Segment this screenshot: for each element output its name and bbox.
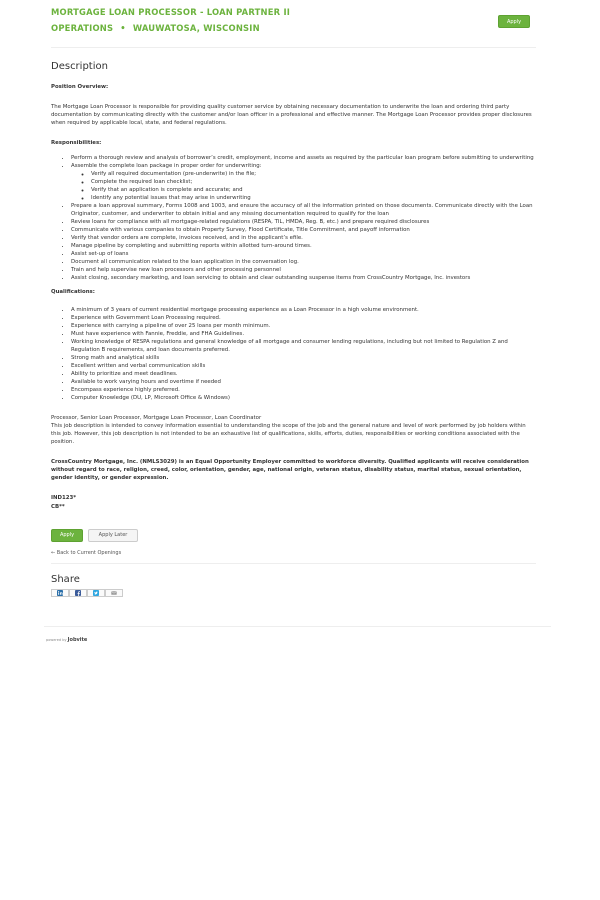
sub-list-item: ◦ Complete the required loan checklist;: [91, 178, 536, 186]
keywords-text: Processor, Senior Loan Processor, Mortgage Loan Processor, Loan Coordinator: [51, 414, 262, 421]
list-item: • Assist closing, secondary marketing, and loan servicing to obtain and clear outstanding suspense items from CrossCountry Mortgage, Inc. investors: [71, 274, 536, 282]
list-item: • Assemble the complete loan package in proper order for underwriting: ◦ Verify all required documentation (pre-underwrite) in the file; ◦ Complete the required loan checklist; ◦ Verify that an application is complete and accurate; and ◦ Identify any potential issues that may arise in underwriting: [71, 162, 536, 202]
share-heading: Share: [51, 574, 80, 586]
sub-list-item: ◦ Identify any potential issues that may arise in underwriting: [91, 194, 536, 202]
list-item: • Communicate with various companies to obtain Property Survey, Flood Certificate, Title Commitment, and payoff information: [71, 226, 536, 234]
list-item: • Perform a thorough review and analysis of borrower’s credit, employment, income and assets as required by the particular loan program before submitting to underwriting: [71, 154, 536, 162]
list-item: • Assist set-up of loans: [71, 250, 536, 258]
back-to-openings-link[interactable]: ← Back to Current Openings: [51, 549, 122, 556]
facebook-icon: [75, 590, 81, 596]
qualifications-list: [51, 306, 536, 402]
list-item: • Strong math and analytical skills: [71, 354, 536, 362]
list-item: • Document all communication related to the loan application in the conversation log.: [71, 258, 536, 266]
job-location: WAUWATOSA, WISCONSIN: [132, 23, 260, 33]
apply-later-button[interactable]: Apply Later: [88, 529, 138, 542]
list-item: • Verify that vendor orders are complete, invoices received, and in the applicant’s efile.: [71, 234, 536, 242]
job-title-line2: OPERATIONS: [51, 23, 114, 33]
disclaimer-text: This job description is intended to convey information essential to understanding the scope of the job and the general nature and level of work performed by job holders within this job. However, this job description is not intended to be an exhaustive list of qualifications, skills, efforts, duties, responsibilities or working conditions associated with the position.: [51, 422, 526, 445]
list-item: • Available to work varying hours and overtime if needed: [71, 378, 536, 386]
twitter-icon: [93, 590, 99, 596]
powered-by: [46, 637, 87, 645]
eeo-statement: CrossCountry Mortgage, Inc. (NMLS3029) is an Equal Opportunity Employer committed to workforce diversity. Qualified applicants will receive consideration without regard to race, religion, creed, color, orientation, gender, age, national origin, veteran status, disability status, marital status, sexual orientation, gender identity, or gender expression.: [51, 459, 529, 482]
overview-text: The Mortgage Loan Processor is responsible for providing quality customer service by obtaining necessary documentation to underwrite the loan and ordering third party documentation by communicating directly with the customer and/or loan officer in a professional and effective manner. The Mortgage Loan Processor provides proper disclosures when required by applicable local, state, and federal regulations.: [51, 104, 532, 127]
powered-by-label: powered by: [46, 638, 67, 642]
share-linkedin-button[interactable]: [51, 589, 69, 597]
sub-list-item: ◦ Verify that an application is complete and accurate; and: [91, 186, 536, 194]
list-item: • A minimum of 3 years of current residential mortgage processing experience as a Loan Processor in a high volume environment.: [71, 306, 536, 314]
overview-label: Position Overview:: [51, 84, 109, 90]
job-code-2: CB**: [51, 503, 65, 510]
list-item: • Working knowledge of RESPA regulations and general knowledge of all mortgage and consumer lending regulations, including but not limited to Regulation Z and Regulation B requirements, and loan documents preferred.: [71, 338, 536, 354]
list-item: • Train and help supervise new loan processors and other processing personnel: [71, 266, 536, 274]
list-item: • Prepare a loan approval summary, Forms 1008 and 1003, and ensure the accuracy of all the information printed on those documents. Communicate directly with the Loan Originator, customer, and underwriter to obtain initial and any missing documentation required to qualify for the loan: [71, 202, 536, 218]
list-item: • Encompass experience highly preferred.: [71, 386, 536, 394]
linkedin-icon: [57, 590, 63, 596]
share-facebook-button[interactable]: [69, 589, 87, 597]
list-item: • Experience with Government Loan Processing required.: [71, 314, 536, 322]
sub-list: [71, 170, 536, 202]
job-title-line1: MORTGAGE LOAN PROCESSOR - LOAN PARTNER II: [51, 7, 291, 17]
list-item: • Manage pipeline by completing and submitting reports within allotted turn-around times.: [71, 242, 536, 250]
list-item: • Must have experience with Fannie, Freddie, and FHA Guidelines.: [71, 330, 536, 338]
list-item: • Experience with carrying a pipeline of over 25 loans per month minimum.: [71, 322, 536, 330]
job-header: [51, 0, 536, 48]
list-item: • Excellent written and verbal communication skills: [71, 362, 536, 370]
qualifications-label: Qualifications:: [51, 288, 95, 295]
divider: [51, 563, 536, 564]
title-separator: •: [120, 23, 126, 33]
job-title: [51, 4, 351, 36]
apply-button[interactable]: Apply: [51, 529, 83, 542]
jobvite-logo[interactable]: Jobvite: [67, 637, 88, 643]
email-icon: [111, 590, 117, 596]
job-actions: [51, 529, 536, 543]
apply-button-top[interactable]: Apply: [498, 15, 530, 28]
responsibilities-label: Responsibilities:: [51, 140, 102, 147]
share-email-button[interactable]: [105, 589, 123, 597]
description-heading: Description: [51, 61, 108, 72]
share-twitter-button[interactable]: [87, 589, 105, 597]
responsibilities-list: [51, 154, 536, 282]
job-code-1: IND123*: [51, 495, 77, 502]
list-item: • Review loans for compliance with all mortgage-related regulations (RESPA, TIL, HMDA, Reg. B, etc.) and prepare required disclosures: [71, 218, 536, 226]
list-item: • Ability to prioritize and meet deadlines.: [71, 370, 536, 378]
share-buttons: [51, 589, 536, 597]
footer-divider: [44, 626, 551, 627]
list-item: • Computer Knowledge (DU, LP, Microsoft Office & Windows): [71, 394, 536, 402]
page-container: [51, 0, 536, 597]
sub-list-item: ◦ Verify all required documentation (pre-underwrite) in the file;: [91, 170, 536, 178]
